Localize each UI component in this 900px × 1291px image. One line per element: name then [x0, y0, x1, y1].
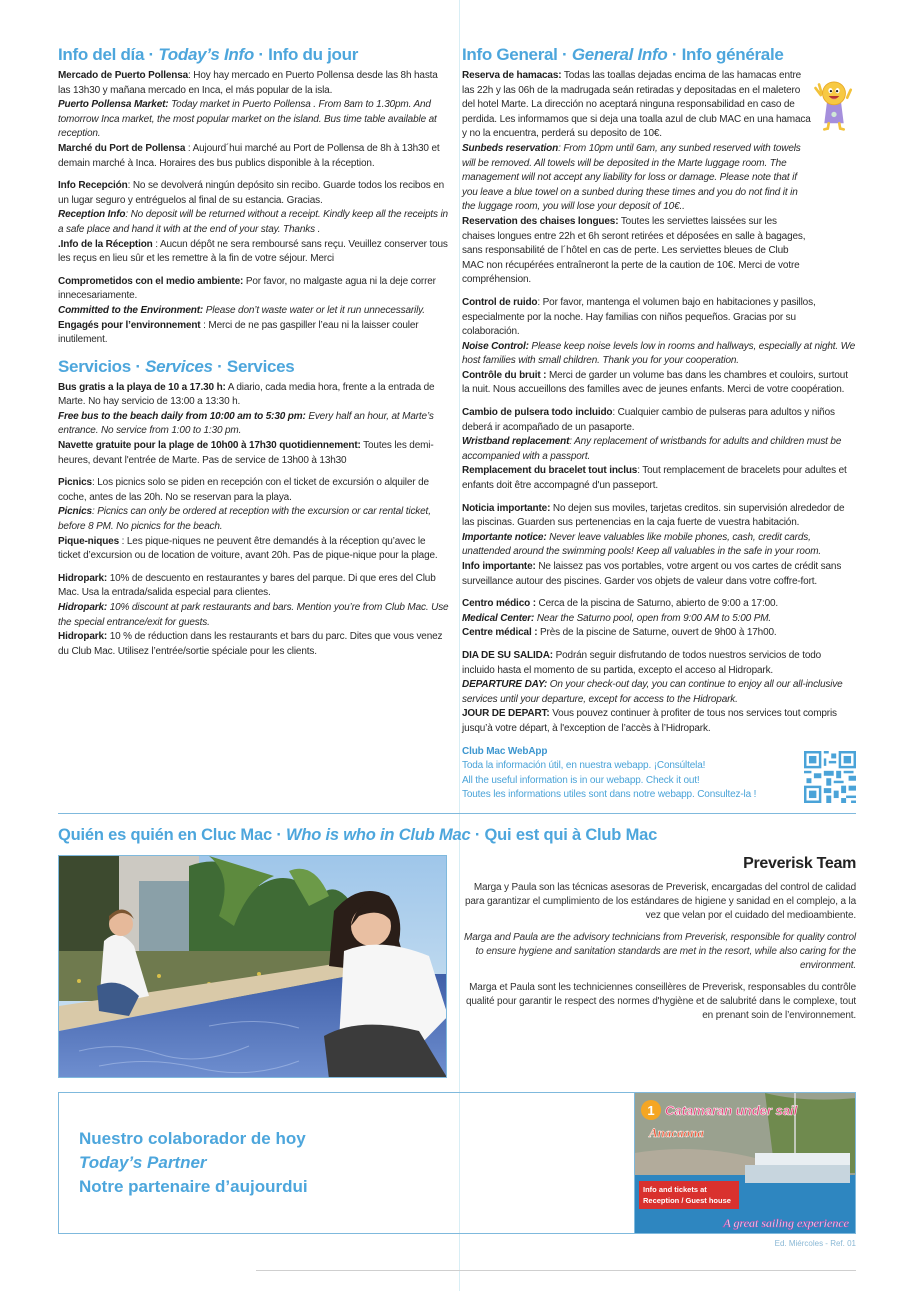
team-description-es: Marga y Paula son las técnicas asesoras de Preverisk, encargadas del control de calidad para garantizar el cumplimiento de los estándares de higiene y sanidad en el complejo, a la vez que velan por el cuidado del medioambiente.: [464, 882, 856, 922]
entry-es: [58, 69, 450, 98]
heading-en: Who is who in Club Mac: [286, 826, 471, 845]
webapp-section: [462, 745, 756, 803]
heading-es: Info General: [462, 45, 558, 64]
partner-section: [58, 1092, 856, 1234]
info-dia-blocks: [58, 69, 450, 348]
entry-es: [58, 572, 450, 601]
entry-fr: [58, 439, 450, 468]
entry-text: Merci de garder un volume bas dans les chambres et couloirs, surtout la nuit. Nous accueillons des familles avec de jeunes enfants. Merci de votre coopération.: [462, 369, 848, 396]
entry-label: Picnics: [58, 506, 92, 518]
heading-es: Info del día: [58, 45, 145, 64]
heading-sep: ·: [271, 826, 287, 845]
top-section: [58, 44, 856, 803]
partner-heading: [79, 1127, 308, 1199]
entry-text: : Tout remplacement de bracelets pour adultes et enfants doit être accompagné d'un passeport.: [462, 465, 847, 492]
entry-label: Cambio de pulsera todo incluido: [462, 407, 613, 419]
heading-sep: ·: [212, 356, 227, 376]
team-photo-image: [59, 856, 447, 1078]
entry-text: : Aucun dépôt ne sera remboursé sans reçu. Veuillez conserver tous les reçus en lieu sûr et les remettre à la fin de votre séjour. Merci: [58, 238, 448, 265]
entry-text: Never leave valuables like mobile phones, cash, credit cards, unattended around the swimming pools! Keep all valuables in the safe in your room.: [462, 531, 822, 558]
servicios-blocks: [58, 381, 450, 660]
team-description-fr: Marga et Paula sont les techniciennes conseillères de Preverisk, responsables du contrôle qualité pour garantir le respect des normes d'hygiène et de salubrité dans le complexe, tout en prenant soin de l’environnement.: [465, 982, 856, 1022]
entry-en: [462, 612, 856, 627]
partner-line-fr: Notre partenaire d’aujourdui: [79, 1177, 308, 1197]
entry-en: [462, 531, 856, 560]
heading-sep: ·: [130, 356, 146, 376]
entry-label: Sunbeds reservation: [462, 142, 559, 154]
entry-label: Info importante:: [462, 561, 536, 572]
entry-text: Please keep noise levels low in rooms and hallways, especially at night. We host families with small children. Thank you for your cooperation.: [462, 340, 856, 367]
mascot-icon: [812, 75, 856, 131]
heading-fr: Qui est qui à Club Mac: [484, 826, 658, 845]
info-dia-heading: [58, 44, 450, 66]
ad-title: Catamaran under sail: [665, 1103, 798, 1119]
entry-es: [462, 406, 856, 435]
partner-box: [58, 1092, 634, 1234]
left-column: [58, 44, 450, 667]
entry-fr: [58, 630, 450, 659]
entry-label: Mercado de Puerto Pollensa: [58, 70, 189, 81]
entry-text: Every half an hour, at Marte’s entrance. No service from 1:00 to 1:30 pm.: [58, 410, 434, 437]
info-block: [58, 381, 450, 469]
heading-en: Today’s Info: [158, 45, 254, 64]
entry-label: Wristband replacement: [462, 436, 570, 448]
servicios-heading: [58, 356, 450, 378]
entry-label: Medical Center:: [462, 612, 535, 624]
entry-en: [462, 142, 812, 215]
entry-text: : Hoy hay mercado en Puerto Pollensa desde las 8h hasta las 13h30 y mañana mercado en Inca, el más popular de la isla.: [58, 70, 438, 96]
entry-label: Navette gratuite pour la plage de 10h00 à 17h30 quotidiennement:: [58, 440, 361, 452]
entry-text: : Les pique-niques ne peuvent être demandés à la réception qu’avec le ticket d’excursion ou de location de voiture, avant 20h. Pas de pique-nique pour la plage.: [58, 535, 438, 562]
entry-fr: [462, 215, 812, 288]
ad-slogan: A great sailing experience: [723, 1216, 849, 1231]
catamaran-ad[interactable]: [634, 1092, 856, 1234]
entry-text: : No deposit will be returned without a receipt. Kindly keep all the receipts in a safe place and hand it with at the end of your stay. Thanks .: [58, 209, 448, 235]
entry-label: Marché du Port de Pollensa: [58, 142, 186, 154]
partner-line-es: Nuestro colaborador de hoy: [79, 1129, 306, 1149]
heading-sep: ·: [667, 45, 682, 64]
entry-fr: [462, 626, 856, 641]
entry-label: Centro médico :: [462, 598, 536, 610]
catamaran-ad-image: [635, 1093, 856, 1234]
entry-en: [462, 678, 856, 707]
who-is-who-heading: [58, 826, 856, 845]
entry-text: No dejen sus moviles, tarjetas creditos. sin supervisión alrededor de las piscinas. Guarden sus pertenencias en la caja fuerte de vuestra habitación.: [462, 502, 845, 529]
team-title: Preverisk Team: [743, 855, 856, 873]
entry-text: : No se devolverá ningún depósito sin recibo. Guarde todos los recibos en un lugar seguro y entréguelos al final de su estancia. Gracias.: [58, 180, 445, 206]
entry-label: .Info de la Réception: [58, 238, 153, 250]
entry-fr: [58, 238, 450, 267]
entry-label: Contrôle du bruit :: [462, 369, 547, 381]
heading-sep: ·: [253, 45, 269, 64]
entry-label: Hidropark:: [58, 602, 108, 613]
entry-text: Please don’t waste water or let it run unnecessarily.: [203, 304, 425, 316]
info-general-intro: [462, 69, 856, 296]
webapp-area: [462, 745, 856, 803]
entry-text: Podrán seguir disfrutando de todos nuestros servicios de todo incluido hasta el momento de su partida, excepto el acceso al Hidropark.: [462, 649, 822, 676]
ad-number: 1: [647, 1103, 655, 1119]
info-block: [58, 476, 450, 564]
entry-label: Importante notice:: [462, 531, 547, 543]
edition-ref: Ed. Miércoles - Ref. 01: [774, 1239, 856, 1249]
entry-label: Bus gratis a la playa de 10 a 17.30 h:: [58, 381, 226, 393]
entry-label: Centre médical :: [462, 627, 538, 639]
entry-label: Engagés pour l’environnement: [58, 319, 201, 331]
heading-fr: Info du jour: [268, 45, 359, 64]
heading-en: Services: [145, 356, 213, 376]
entry-label: Control de ruido: [462, 296, 538, 308]
entry-en: [58, 410, 450, 439]
entry-es: [58, 381, 450, 410]
entry-text: Toutes les serviettes laissées sur les chaises longues entre 22h et 6h seront retirées et déposées en salle à bagages, sans responsabilité de l´hôtel en cas de perte. Les serviettes bleues de Club MAC non récupérées entraîneront la perte de la caution de 10€. Merci de votre compréhension.: [462, 215, 806, 286]
entry-es: [462, 597, 856, 612]
entry-label: DIA DE SU SALIDA:: [462, 649, 553, 661]
entry-text: Por favor, no malgaste agua ni la deje correr innecesariamente.: [58, 275, 436, 302]
entry-text: Today market in Puerto Pollensa . From 8am to 1.30pm. And tomorrow Inca market, the most popular market on the island. Bus time table available at reception.: [58, 99, 437, 140]
info-block: [462, 296, 856, 398]
info-block: [58, 275, 450, 348]
entry-text: On your check-out day, you can continue to enjoy all our all-inclusive services until your departure, except for access to the Hidropark.: [462, 679, 843, 705]
info-block: [462, 69, 812, 288]
info-block: [58, 179, 450, 267]
entry-text: 10% de descuento en restaurantes y bares del parque. Di que eres del Club Mac. Usa la entrada/salida especial para clientes.: [58, 572, 436, 599]
heading-es: Quién es quién en Cluc Mac: [58, 826, 272, 845]
entry-label: Reservation des chaises longues:: [462, 215, 619, 227]
entry-text: Cerca de la piscina de Saturno, abierto de 9:00 a 17:00.: [535, 598, 779, 610]
entry-es: [58, 179, 450, 208]
heading-es: Servicios: [58, 356, 131, 376]
entry-text: Toutes les demi-heures, devant l'entrée de Marte. Pas de service de 13h00 à 13h30: [58, 440, 434, 466]
entry-text: : From 10pm until 6am, any sunbed reserved with towels will be removed. All towels will be deposited in the Marte luggage room. The management will not accept any liability for loss or damage. Please note that if you leave a blue towel on a sunbed during these times and you do not find it in the luggage room, you will lose your deposit of 10€..: [462, 142, 801, 213]
entry-text: : Cualquier cambio de pulseras para adultos y niños deberá ir acompañado de un pasaporte.: [462, 407, 835, 433]
entry-fr: [462, 560, 856, 589]
info-block: [58, 69, 450, 171]
info-block: [462, 406, 856, 494]
team-description-en: Marga and Paula are the advisory technicians from Preverisk, responsible for quality control to ensure hygiene and sanitation standards are met in the resort, while also caring for the environment.: [464, 932, 856, 972]
entry-label: Hidropark:: [58, 631, 108, 643]
entry-es: [462, 69, 812, 142]
ad-badge-line2: Reception / Guest house: [643, 1196, 731, 1206]
entry-label: Free bus to the beach daily from 10:00 am to 5:30 pm:: [58, 410, 306, 422]
team-photo: [58, 855, 447, 1078]
info-general-first-block: [462, 69, 812, 296]
entry-en: [58, 601, 450, 630]
right-column: [462, 44, 856, 803]
team-text: [461, 855, 856, 1031]
entry-text: Todas las toallas dejadas encima de las hamacas entre las 22h y las 06h de la madrugada seán retiradas y depositadas en el maletero del hotel Marte. La dirección no aceptará ninguna responsabilidad en caso de perdida. Les informamos que si deja una toalla azul de club MAC en una hamaca y no la encuentra, perderá su deposito de 10€.: [462, 70, 811, 140]
entry-label: Committed to the Environment:: [58, 304, 204, 316]
info-general-blocks: [462, 296, 856, 737]
webapp-title[interactable]: Club Mac WebApp: [462, 745, 548, 757]
entry-text: Près de la piscine de Saturne, ouvert de 9h00 à 17h00.: [537, 627, 777, 639]
entry-en: [462, 435, 856, 464]
entry-en: [58, 208, 450, 237]
webapp-line-en: All the useful information is in our webapp. Check it out!: [462, 774, 700, 786]
entry-en: [58, 98, 450, 142]
webapp-line-fr: Toutes les informations utiles sont dans notre webapp. Consultez-la !: [462, 789, 757, 801]
entry-label: Puerto Pollensa Market:: [58, 99, 169, 111]
heading-fr: Info générale: [681, 45, 784, 64]
entry-es: [58, 275, 450, 304]
entry-es: [58, 476, 450, 505]
entry-label: Hidropark:: [58, 572, 108, 584]
heading-sep: ·: [470, 826, 485, 845]
ad-name: Anacaona: [649, 1125, 704, 1141]
entry-text: 10 % de réduction dans les restaurants et bars du parc. Dites que vous venez du Club Mac. Utilisez l’entrée/sortie spéciale pour les clients.: [58, 631, 443, 657]
entry-fr: [462, 464, 856, 493]
entry-fr: [462, 369, 856, 398]
entry-label: Comprometidos con el medio ambiente:: [58, 275, 244, 287]
entry-fr: [58, 319, 450, 348]
entry-label: Remplacement du bracelet tout inclus: [462, 465, 638, 477]
entry-text: Ne laissez pas vos portables, votre argent ou vos cartes de crédit sans surveillance autour des piscines. Garder vos objets de valeur dans votre coffre-fort.: [462, 561, 842, 587]
entry-label: Reserva de hamacas:: [462, 70, 562, 81]
entry-label: Picnics: [58, 477, 92, 489]
entry-text: : Por favor, mantenga el volumen bajo en habitaciones y pasillos, especialmente por la noche. Hay familias con niños pequeños. Gracias por su colaboración.: [462, 296, 816, 338]
entry-text: : Aujourd´hui marché au Port de Pollensa de 8h à 13h30 et demain marché à Inca. Horaires des bus publics disponible à la réception.: [58, 142, 440, 169]
ad-badge-line1: Info and tickets at: [643, 1185, 707, 1195]
info-block: [462, 597, 856, 641]
qr-code-icon[interactable]: [804, 751, 856, 803]
entry-en: [462, 340, 856, 369]
entry-text: A diario, cada media hora, frente a la entrada de Marte. No hay servicio de 13:00 a 13:30 h.: [58, 381, 435, 408]
entry-text: : Los picnics solo se piden en recepción con el ticket de excursión o alquiler de coche, antes de las 20h. No se reservan para la playa.: [58, 477, 429, 503]
info-general-heading: [462, 44, 856, 66]
entry-label: Info Recepción: [58, 180, 128, 192]
webapp-line-es: Toda la información útil, en nuestra webapp. ¡Consúltela!: [462, 760, 706, 772]
entry-en: [58, 505, 450, 534]
entry-fr: [462, 707, 856, 736]
entry-text: : Merci de ne pas gaspiller l’eau ni la laisser couler inutilement.: [58, 319, 419, 346]
info-block: [58, 572, 450, 660]
heading-sep: ·: [557, 45, 572, 64]
entry-en: [58, 304, 450, 319]
entry-label: Reception Info: [58, 209, 126, 221]
entry-label: Noticia importante:: [462, 502, 551, 514]
entry-text: 10% discount at park restaurants and bars. Mention you’re from Club Mac. Use the special entrance/exit for guests.: [58, 602, 449, 628]
heading-en: General Info: [571, 45, 668, 64]
partner-line-en: Today’s Partner: [79, 1153, 207, 1173]
entry-text: : Picnics can only be ordered at reception with the excursion or car rental ticket, before 8 PM. No picnics for the beach.: [58, 506, 431, 533]
who-section: [58, 855, 856, 1078]
entry-label: Pique-niques: [58, 535, 119, 547]
entry-fr: [58, 535, 450, 564]
bottom-rule: [256, 1270, 856, 1271]
section-divider: [58, 813, 856, 815]
entry-es: [462, 649, 856, 678]
heading-fr: Services: [226, 356, 295, 376]
entry-text: Near the Saturno pool, open from 9:00 AM to 5:00 PM.: [534, 612, 772, 624]
entry-text: Vous pouvez continuer à profiter de tous nos services tout compris jusqu’à votre départ, à l'exception de l’accès à l’Hidropark.: [462, 708, 837, 734]
entry-fr: [58, 142, 450, 171]
info-block: [462, 649, 856, 737]
entry-label: JOUR DE DEPART:: [462, 708, 550, 720]
entry-es: [462, 502, 856, 531]
entry-label: DEPARTURE DAY:: [462, 679, 548, 691]
entry-es: [462, 296, 856, 340]
entry-label: Noise Control:: [462, 340, 529, 352]
info-block: [462, 502, 856, 590]
entry-text: : Any replacement of wristbands for adults and children must be accompanied with a passport.: [462, 436, 842, 462]
heading-sep: ·: [144, 45, 159, 64]
